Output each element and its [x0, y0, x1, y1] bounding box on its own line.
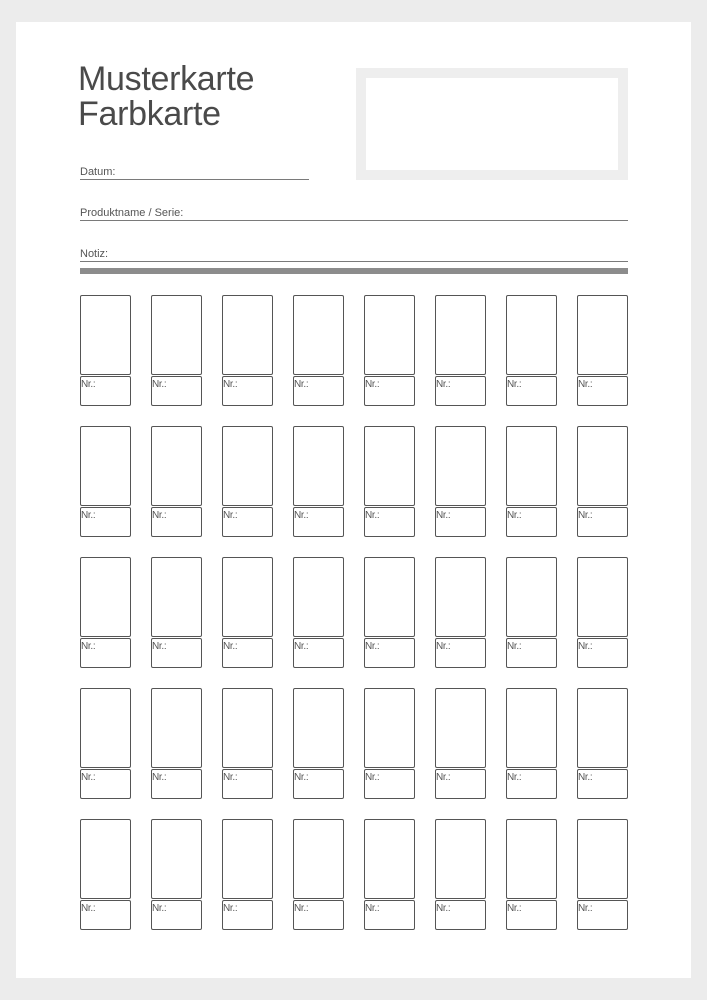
sample-number-label: Nr.:	[294, 640, 309, 652]
sample-number-label: Nr.:	[365, 902, 380, 914]
sample-number-label: Nr.:	[294, 509, 309, 521]
color-sample	[222, 295, 273, 406]
sample-number-field[interactable]	[577, 507, 628, 537]
sample-number-label: Nr.:	[578, 509, 593, 521]
sample-number-label: Nr.:	[294, 378, 309, 390]
sample-number-label: Nr.:	[507, 509, 522, 521]
color-sample	[577, 688, 628, 799]
color-swatch-box[interactable]	[506, 295, 557, 375]
color-swatch-box[interactable]	[364, 819, 415, 899]
color-sample	[293, 557, 344, 668]
sample-number-field[interactable]	[222, 507, 273, 537]
color-swatch-box[interactable]	[293, 426, 344, 506]
color-sample	[80, 295, 131, 406]
color-swatch-box[interactable]	[80, 426, 131, 506]
color-sample	[364, 295, 415, 406]
sample-number-label: Nr.:	[223, 378, 238, 390]
sample-number-field[interactable]	[222, 900, 273, 930]
color-sample	[222, 557, 273, 668]
color-swatch-box[interactable]	[293, 295, 344, 375]
sample-number-label: Nr.:	[365, 640, 380, 652]
color-swatch-box[interactable]	[506, 426, 557, 506]
sample-number-label: Nr.:	[152, 509, 167, 521]
sample-number-label: Nr.:	[436, 378, 451, 390]
sample-number-field[interactable]	[435, 507, 486, 537]
color-swatch-box[interactable]	[80, 688, 131, 768]
sample-number-field[interactable]	[151, 769, 202, 799]
sample-number-field[interactable]	[151, 507, 202, 537]
sample-number-field[interactable]	[80, 507, 131, 537]
sample-number-field[interactable]	[151, 900, 202, 930]
color-sample	[577, 295, 628, 406]
color-swatch-box[interactable]	[151, 426, 202, 506]
sample-number-field[interactable]	[293, 638, 344, 668]
color-sample	[577, 819, 628, 930]
color-sample	[80, 426, 131, 537]
color-sample	[80, 688, 131, 799]
color-swatch-box[interactable]	[435, 557, 486, 637]
color-sample	[364, 819, 415, 930]
sample-number-field[interactable]	[222, 376, 273, 406]
sample-number-label: Nr.:	[294, 771, 309, 783]
color-sample	[222, 819, 273, 930]
color-swatch-box[interactable]	[293, 819, 344, 899]
sample-number-label: Nr.:	[152, 378, 167, 390]
color-swatch-box[interactable]	[222, 295, 273, 375]
color-sample	[364, 557, 415, 668]
sample-number-field[interactable]	[364, 507, 415, 537]
color-swatch-box[interactable]	[80, 557, 131, 637]
datum-label: Datum:	[80, 166, 116, 178]
color-swatch-box[interactable]	[364, 688, 415, 768]
sample-number-field[interactable]	[151, 376, 202, 406]
color-swatch-box[interactable]	[506, 688, 557, 768]
color-chart-page	[16, 22, 691, 978]
sample-number-label: Nr.:	[578, 640, 593, 652]
color-swatch-box[interactable]	[293, 557, 344, 637]
color-sample	[80, 819, 131, 930]
color-sample	[506, 819, 557, 930]
color-sample	[506, 295, 557, 406]
sample-number-field[interactable]	[577, 376, 628, 406]
sample-number-label: Nr.:	[365, 378, 380, 390]
color-swatch-box[interactable]	[222, 557, 273, 637]
sample-number-field[interactable]	[151, 638, 202, 668]
color-swatch-box[interactable]	[293, 688, 344, 768]
sample-number-label: Nr.:	[436, 640, 451, 652]
color-swatch-box[interactable]	[577, 688, 628, 768]
sample-number-label: Nr.:	[436, 509, 451, 521]
sample-number-field[interactable]	[506, 376, 557, 406]
color-swatch-box[interactable]	[364, 557, 415, 637]
sample-number-field[interactable]	[80, 638, 131, 668]
datum-field[interactable]	[80, 165, 309, 180]
color-sample	[293, 295, 344, 406]
color-swatch-box[interactable]	[151, 295, 202, 375]
sample-number-label: Nr.:	[507, 902, 522, 914]
color-swatch-box[interactable]	[80, 819, 131, 899]
sample-number-field[interactable]	[506, 507, 557, 537]
color-swatch-box[interactable]	[577, 819, 628, 899]
sample-number-label: Nr.:	[578, 378, 593, 390]
note-label: Notiz:	[80, 248, 109, 260]
sample-number-label: Nr.:	[578, 902, 593, 914]
color-swatch-box[interactable]	[364, 426, 415, 506]
sample-number-label: Nr.:	[365, 771, 380, 783]
sample-number-field[interactable]	[364, 900, 415, 930]
color-swatch-box[interactable]	[435, 426, 486, 506]
sample-number-field[interactable]	[222, 638, 273, 668]
color-sample	[151, 295, 202, 406]
sample-number-field[interactable]	[80, 769, 131, 799]
sample-grid	[80, 295, 631, 930]
color-swatch-box[interactable]	[222, 819, 273, 899]
sample-number-field[interactable]	[364, 376, 415, 406]
page-title	[78, 62, 254, 132]
sample-number-field[interactable]	[435, 900, 486, 930]
sample-number-field[interactable]	[435, 769, 486, 799]
color-swatch-box[interactable]	[506, 819, 557, 899]
color-swatch-box[interactable]	[577, 557, 628, 637]
sample-number-field[interactable]	[506, 900, 557, 930]
sample-number-field[interactable]	[293, 769, 344, 799]
sample-number-label: Nr.:	[294, 902, 309, 914]
color-sample	[151, 557, 202, 668]
color-sample	[293, 426, 344, 537]
color-swatch-box[interactable]	[506, 557, 557, 637]
sample-number-label: Nr.:	[223, 640, 238, 652]
sample-number-label: Nr.:	[223, 509, 238, 521]
color-sample	[435, 426, 486, 537]
color-swatch-box[interactable]	[435, 295, 486, 375]
color-sample	[80, 557, 131, 668]
color-sample	[577, 557, 628, 668]
sample-number-field[interactable]	[506, 638, 557, 668]
sample-number-label: Nr.:	[152, 902, 167, 914]
sample-number-label: Nr.:	[507, 640, 522, 652]
sample-number-field[interactable]	[506, 769, 557, 799]
color-sample	[506, 557, 557, 668]
sample-number-label: Nr.:	[152, 771, 167, 783]
sample-number-field[interactable]	[435, 376, 486, 406]
sample-number-label: Nr.:	[507, 378, 522, 390]
color-sample	[435, 819, 486, 930]
color-sample	[577, 426, 628, 537]
sample-number-field[interactable]	[293, 507, 344, 537]
sample-number-label: Nr.:	[223, 771, 238, 783]
color-swatch-box[interactable]	[80, 295, 131, 375]
sample-number-field[interactable]	[293, 376, 344, 406]
color-swatch-box[interactable]	[151, 557, 202, 637]
color-swatch-box[interactable]	[577, 426, 628, 506]
sample-number-label: Nr.:	[436, 771, 451, 783]
sample-number-field[interactable]	[364, 638, 415, 668]
photo-frame	[356, 68, 628, 180]
color-swatch-box[interactable]	[151, 688, 202, 768]
color-swatch-box[interactable]	[222, 688, 273, 768]
sample-number-label: Nr.:	[578, 771, 593, 783]
color-sample	[506, 426, 557, 537]
title-line-1: Musterkarte	[78, 60, 255, 98]
title-line-2: Farbkarte	[78, 95, 221, 133]
color-sample	[435, 557, 486, 668]
color-swatch-box[interactable]	[435, 819, 486, 899]
color-swatch-box[interactable]	[364, 295, 415, 375]
color-sample	[364, 426, 415, 537]
color-sample	[222, 426, 273, 537]
sample-number-field[interactable]	[364, 769, 415, 799]
sample-number-label: Nr.:	[436, 902, 451, 914]
color-sample	[506, 688, 557, 799]
color-sample	[364, 688, 415, 799]
sample-number-field[interactable]	[80, 376, 131, 406]
color-swatch-box[interactable]	[222, 426, 273, 506]
sample-number-label: Nr.:	[152, 640, 167, 652]
sample-number-field[interactable]	[293, 900, 344, 930]
divider-bar	[80, 268, 628, 274]
sample-number-label: Nr.:	[365, 509, 380, 521]
color-sample	[151, 819, 202, 930]
sample-number-label: Nr.:	[81, 771, 96, 783]
color-swatch-box[interactable]	[151, 819, 202, 899]
color-swatch-box[interactable]	[577, 295, 628, 375]
sample-number-label: Nr.:	[81, 509, 96, 521]
color-sample	[151, 426, 202, 537]
color-swatch-box[interactable]	[435, 688, 486, 768]
color-sample	[435, 688, 486, 799]
sample-number-label: Nr.:	[81, 378, 96, 390]
sample-number-field[interactable]	[577, 900, 628, 930]
sample-number-field[interactable]	[222, 769, 273, 799]
color-sample	[151, 688, 202, 799]
sample-number-field[interactable]	[435, 638, 486, 668]
note-field[interactable]	[80, 247, 628, 262]
color-sample	[222, 688, 273, 799]
sample-number-field[interactable]	[80, 900, 131, 930]
product-name-field[interactable]	[80, 206, 628, 221]
product-name-label: Produktname / Serie:	[80, 207, 184, 219]
sample-number-label: Nr.:	[81, 902, 96, 914]
sample-number-label: Nr.:	[81, 640, 96, 652]
sample-number-field[interactable]	[577, 769, 628, 799]
color-sample	[293, 688, 344, 799]
sample-number-label: Nr.:	[223, 902, 238, 914]
sample-number-label: Nr.:	[507, 771, 522, 783]
sample-number-field[interactable]	[577, 638, 628, 668]
color-sample	[435, 295, 486, 406]
color-sample	[293, 819, 344, 930]
